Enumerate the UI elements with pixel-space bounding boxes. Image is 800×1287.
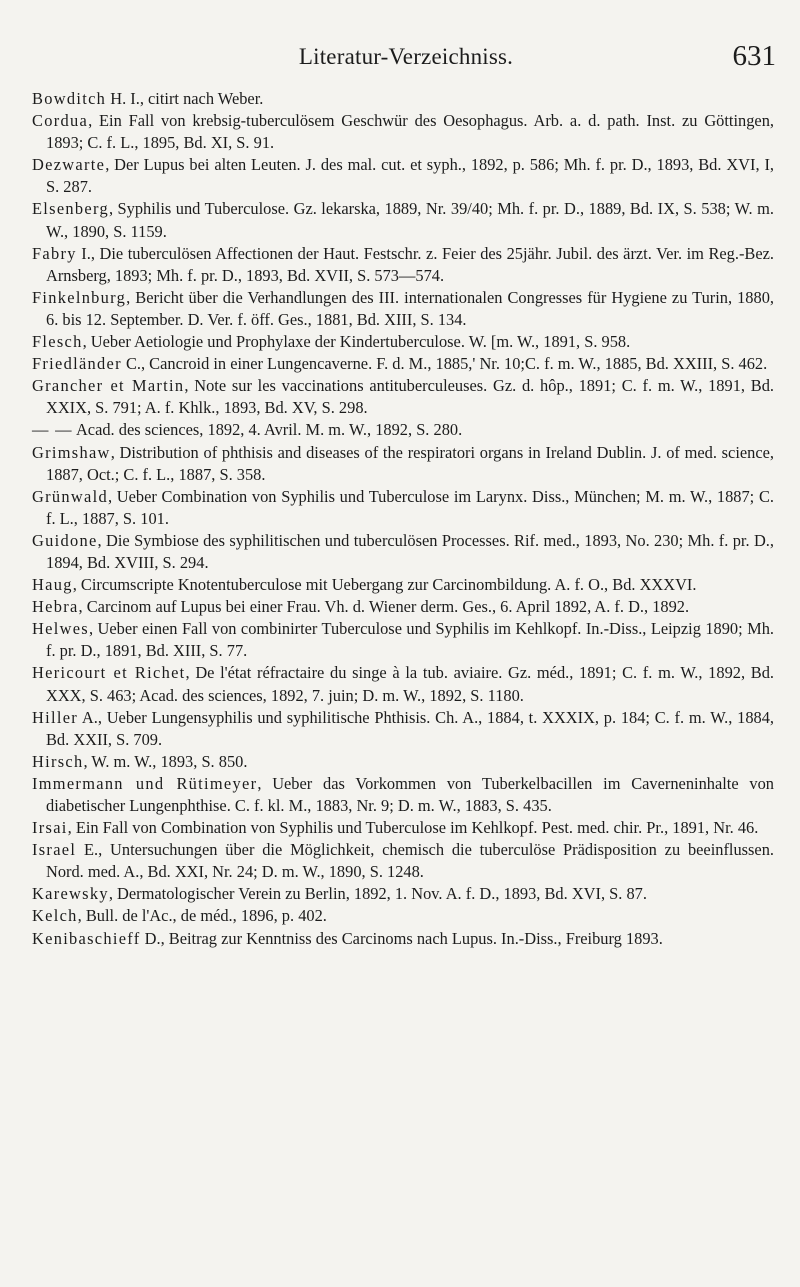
reference-entry <box>32 618 774 662</box>
reference-entry <box>32 707 774 751</box>
reference-entry <box>32 154 774 198</box>
reference-author: Hiller <box>32 707 79 727</box>
reference-author: Bowditch <box>32 89 107 108</box>
reference-author: Elsenberg <box>32 199 109 219</box>
reference-entry <box>32 751 774 773</box>
reference-entry <box>32 883 774 905</box>
reference-text: A., Ueber Lungensyphilis und syphilitische Phthisis. Ch. A., 1884, t. XXXIX, p. 184; C. f. m. W., 1884, Bd. XXII, S. 709. <box>46 707 774 749</box>
reference-author: Cordua <box>32 111 89 131</box>
reference-author: Guidone <box>32 530 98 550</box>
reference-text: , Ein Fall von Combination von Syphilis und Tuberculose im Kehlkopf. Pest. med. chir. Pr., 1891, Nr. 46. <box>67 818 759 838</box>
reference-entry <box>32 287 774 331</box>
reference-entry <box>32 243 774 287</box>
reference-text: , Ueber das Vorkommen von Tuberkelbacillen im Caverneninhalte von diabetischer Lungenphthise. C. f. kl. M., 1883, Nr. 9; D. m. W., 1883, S. 435. <box>46 773 774 815</box>
reference-author: Hebra <box>32 597 79 617</box>
reference-text: , Ein Fall von krebsig-tuberculösem Geschwür des Oesophagus. Arb. a. d. path. Inst. zu Göttingen, 1893; C. f. L., 1895, Bd. XI, S. 91. <box>46 111 774 153</box>
reference-entry <box>32 88 774 110</box>
reference-author: Friedländer <box>32 354 122 374</box>
page-number: 631 <box>732 40 776 72</box>
reference-entry <box>32 905 774 927</box>
reference-text: , Die Symbiose des syphilitischen und tuberculösen Processes. Rif. med., 1893, No. 230; Mh. f. pr. D., 1894, Bd. XVIII, S. 294. <box>46 530 774 572</box>
reference-author: Israel <box>32 840 77 860</box>
reference-author: Hirsch <box>32 751 84 771</box>
reference-text: , De l'état réfractaire du singe à la tub. aviaire. Gz. méd., 1891; C. f. m. W., 1892, Bd. XXX, S. 463; Acad. des sciences, 1892, 7. juin; D. m. W., 1892, S. 1180. <box>46 663 774 705</box>
reference-entry <box>32 486 774 530</box>
reference-author: Haug <box>32 575 73 595</box>
reference-author: Karewsky <box>32 884 109 904</box>
reference-entry <box>32 110 774 154</box>
reference-text: Acad. des sciences, 1892, 4. Avril. M. m. W., 1892, S. 280. <box>72 420 463 440</box>
reference-text: , Ueber Combination von Syphilis und Tuberculose im Larynx. Diss., München; M. m. W., 1887; C. f. L., 1887, S. 101. <box>46 486 774 528</box>
reference-text: , Circumscripte Knotentuberculose mit Uebergang zur Carcinombildung. A. f. O., Bd. XXXVI. <box>72 575 697 595</box>
reference-text: , Distribution of phthisis and diseases of the respiratori organs in Ireland Dublin. J. of med. science, 1887, Oct.; C. f. L., 1887, S. 358. <box>46 442 774 484</box>
reference-entry <box>32 353 774 375</box>
reference-author: Helwes <box>32 619 89 639</box>
reference-entry <box>32 198 774 242</box>
reference-entry <box>32 928 774 950</box>
reference-list <box>32 88 774 950</box>
reference-author: Hericourt et Richet <box>32 663 186 683</box>
reference-author: Grancher et Martin <box>32 376 185 396</box>
reference-author: Dezwarte <box>32 155 106 175</box>
reference-text: , Der Lupus bei alten Leuten. J. des mal. cut. et syph., 1892, p. 586; Mh. f. pr. D., 1893, Bd. XVI, I, S. 287. <box>46 155 774 197</box>
reference-entry <box>32 375 774 419</box>
reference-entry <box>32 574 774 596</box>
reference-text: , Ueber einen Fall von combinirter Tuberculose und Syphilis im Kehlkopf. In.-Diss., Leipzig 1890; Mh. f. pr. D., 1891, Bd. XIII, S. 77. <box>46 619 774 661</box>
reference-text: , Note sur les vaccinations antituberculeuses. Gz. d. hôp., 1891; C. f. m. W., 1891, Bd. XXIX, S. 791; A. f. Khlk., 1893, Bd. XV, S. 298. <box>46 376 774 418</box>
reference-text: , Dermatologischer Verein zu Berlin, 1892, 1. Nov. A. f. D., 1893, Bd. XVI, S. 87. <box>108 884 647 904</box>
reference-entry <box>32 331 774 353</box>
reference-entry <box>32 773 774 817</box>
reference-text: , Ueber Aetiologie und Prophylaxe der Kindertuberculose. W. [m. W., 1891, S. 958. <box>82 332 631 352</box>
page-header <box>36 40 776 80</box>
reference-entry <box>32 419 774 441</box>
reference-text: , Syphilis und Tuberculose. Gz. lekarska, 1889, Nr. 39/40; Mh. f. pr. D., 1889, Bd. IX, S. 538; W. m. W., 1890, S. 1159. <box>46 199 774 241</box>
reference-entry <box>32 839 774 883</box>
reference-text: H. I., citirt nach Weber. <box>106 89 264 108</box>
reference-author: Flesch <box>32 332 83 352</box>
reference-text: , Bericht über die Verhandlungen des III. internationalen Congresses für Hygiene zu Turin, 1880, 6. bis 12. September. D. Ver. f. öff. Ges., 1881, Bd. XIII, S. 134. <box>46 287 774 329</box>
reference-entry <box>32 596 774 618</box>
reference-text: D., Beitrag zur Kenntniss des Carcinoms nach Lupus. In.-Diss., Freiburg 1893. <box>140 928 663 948</box>
reference-entry <box>32 662 774 706</box>
reference-text: I., Die tuberculösen Affectionen der Haut. Festschr. z. Feier des 25jähr. Jubil. des ärzt. Ver. im Reg.-Bez. Arnsberg, 1893; Mh. f. pr. D., 1893, Bd. XVII, S. 573—574. <box>46 243 774 285</box>
reference-entry <box>32 530 774 574</box>
reference-text: , Bull. de l'Ac., de méd., 1896, p. 402. <box>77 906 327 926</box>
reference-text: , W. m. W., 1893, S. 850. <box>83 751 248 771</box>
reference-author: Kenibaschieff <box>32 928 141 948</box>
reference-author: Grimshaw <box>32 442 111 462</box>
reference-text: , Carcinom auf Lupus bei einer Frau. Vh. d. Wiener derm. Ges., 6. April 1892, A. f. D., 1892. <box>78 597 690 617</box>
running-title: Literatur-Verzeichniss. <box>298 44 514 69</box>
reference-author: Finkelnburg <box>32 287 127 307</box>
reference-text: C., Cancroid in einer Lungencaverne. F. d. M., 1885,' Nr. 10;C. f. m. W., 1885, Bd. XXIII, S. 462. <box>121 354 768 374</box>
reference-entry <box>32 442 774 486</box>
reference-author: Immermann und Rütimeyer <box>32 773 258 793</box>
reference-text: E., Untersuchungen über die Möglichkeit, chemisch die tuberculöse Prädisposition zu beeinflussen. Nord. med. A., Bd. XXI, Nr. 24; D. m. W., 1890, S. 1248. <box>46 840 774 882</box>
reference-author: — — <box>32 420 73 440</box>
reference-author: Fabry <box>32 243 77 263</box>
reference-entry <box>32 817 774 839</box>
reference-author: Irsai <box>32 818 68 838</box>
reference-author: Kelch <box>32 906 78 926</box>
reference-author: Grünwald <box>32 486 108 506</box>
